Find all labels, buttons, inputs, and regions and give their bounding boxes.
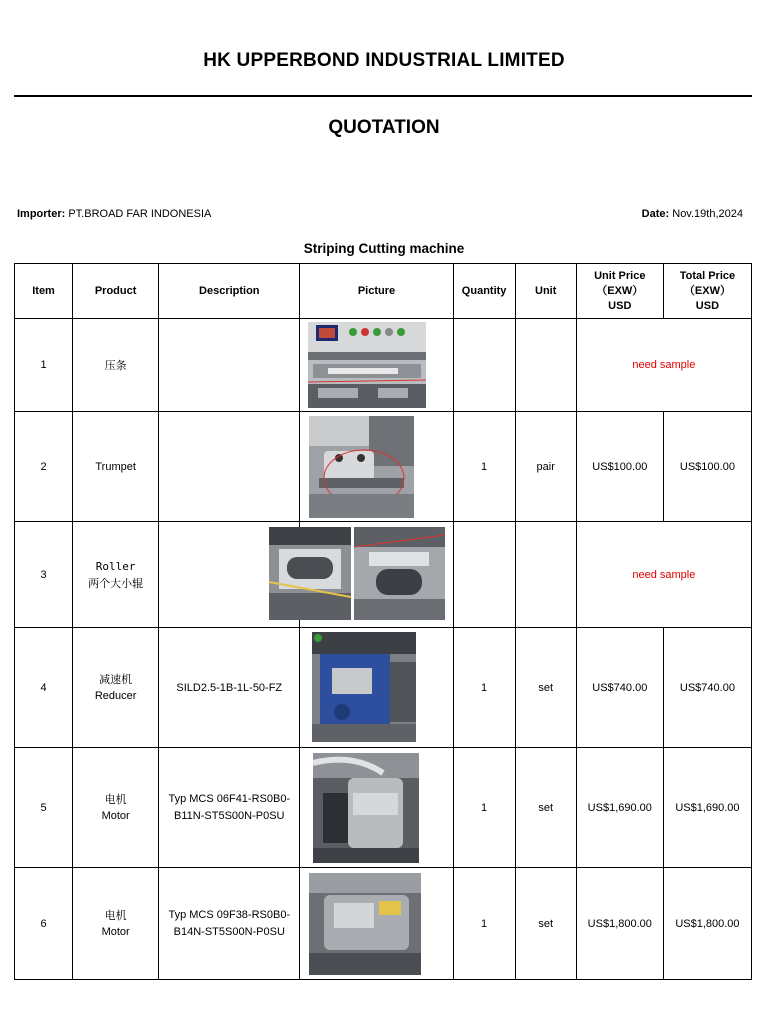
table-row	[15, 522, 752, 628]
company-name: HK UPPERBOND INDUSTRIAL LIMITED	[203, 50, 565, 71]
unit	[515, 522, 576, 628]
item-number: 5	[15, 748, 73, 868]
description: Typ MCS 09F38-RS0B0- B14N-ST5S00N-P0SU	[159, 868, 300, 980]
col-quantity: Quantity	[453, 264, 515, 319]
item-number: 2	[15, 412, 73, 522]
importer-line	[17, 208, 211, 220]
item-number: 1	[15, 319, 73, 412]
product-picture	[300, 412, 453, 522]
date-value: Nov.19th,2024	[672, 208, 743, 220]
col-total-price: Total Price （EXW） USD	[663, 264, 751, 319]
col-description: Description	[159, 264, 300, 319]
total-price: US$1,800.00	[663, 868, 751, 980]
machine-control-panel-photo	[308, 322, 426, 408]
product-name: 减速机 Reducer	[73, 628, 159, 748]
table-row	[15, 412, 752, 522]
table-row	[15, 868, 752, 980]
product-picture	[300, 868, 453, 980]
product-name: 电机 Motor	[73, 868, 159, 980]
item-number: 3	[15, 522, 73, 628]
unit: set	[515, 868, 576, 980]
document-title: QUOTATION	[328, 117, 440, 138]
motor-photo	[313, 753, 419, 863]
date-line	[642, 208, 743, 220]
description: SILD2.5-1B-1L-50-FZ	[159, 628, 300, 748]
quantity	[453, 319, 515, 412]
description	[159, 522, 300, 628]
quotation-table	[14, 263, 752, 980]
description: Typ MCS 06F41-RS0B0- B11N-ST5S00N-P0SU	[159, 748, 300, 868]
col-unit: Unit	[515, 264, 576, 319]
roller-photo-right	[354, 527, 445, 620]
unit-price: US$740.00	[576, 628, 663, 748]
unit-price: US$100.00	[576, 412, 663, 522]
total-price: US$740.00	[663, 628, 751, 748]
importer-label: Importer:	[17, 208, 66, 220]
table-row	[15, 628, 752, 748]
description	[159, 319, 300, 412]
importer-value: PT.BROAD FAR INDONESIA	[68, 208, 212, 220]
col-unit-price: Unit Price （EXW） USD	[576, 264, 663, 319]
date-label: Date:	[641, 208, 670, 220]
item-number: 6	[15, 868, 73, 980]
quantity: 1	[453, 628, 515, 748]
quantity: 1	[453, 868, 515, 980]
price-note: need sample	[576, 319, 751, 412]
header-divider	[14, 95, 752, 97]
product-picture	[300, 748, 453, 868]
product-picture	[300, 319, 453, 412]
col-product: Product	[73, 264, 159, 319]
table-title: Striping Cutting machine	[303, 241, 465, 256]
unit: set	[515, 748, 576, 868]
quantity: 1	[453, 748, 515, 868]
unit-price: US$1,690.00	[576, 748, 663, 868]
trumpet-part-photo	[309, 416, 414, 518]
total-price: US$1,690.00	[663, 748, 751, 868]
reducer-photo	[312, 632, 416, 742]
product-name: Trumpet	[73, 412, 159, 522]
product-name: 电机 Motor	[73, 748, 159, 868]
unit-price: US$1,800.00	[576, 868, 663, 980]
quantity	[453, 522, 515, 628]
table-header-row	[15, 264, 752, 319]
product-name: 压条	[73, 319, 159, 412]
table-row	[15, 748, 752, 868]
col-item: Item	[15, 264, 73, 319]
unit: pair	[515, 412, 576, 522]
price-note: need sample	[576, 522, 751, 628]
description	[159, 412, 300, 522]
motor-photo	[309, 873, 421, 975]
quantity: 1	[453, 412, 515, 522]
product-name: Roller 两个大小辊	[73, 522, 159, 628]
unit	[515, 319, 576, 412]
item-number: 4	[15, 628, 73, 748]
table-row	[15, 319, 752, 412]
total-price: US$100.00	[663, 412, 751, 522]
product-picture	[300, 522, 453, 628]
unit: set	[515, 628, 576, 748]
product-picture	[300, 628, 453, 748]
col-picture: Picture	[300, 264, 453, 319]
